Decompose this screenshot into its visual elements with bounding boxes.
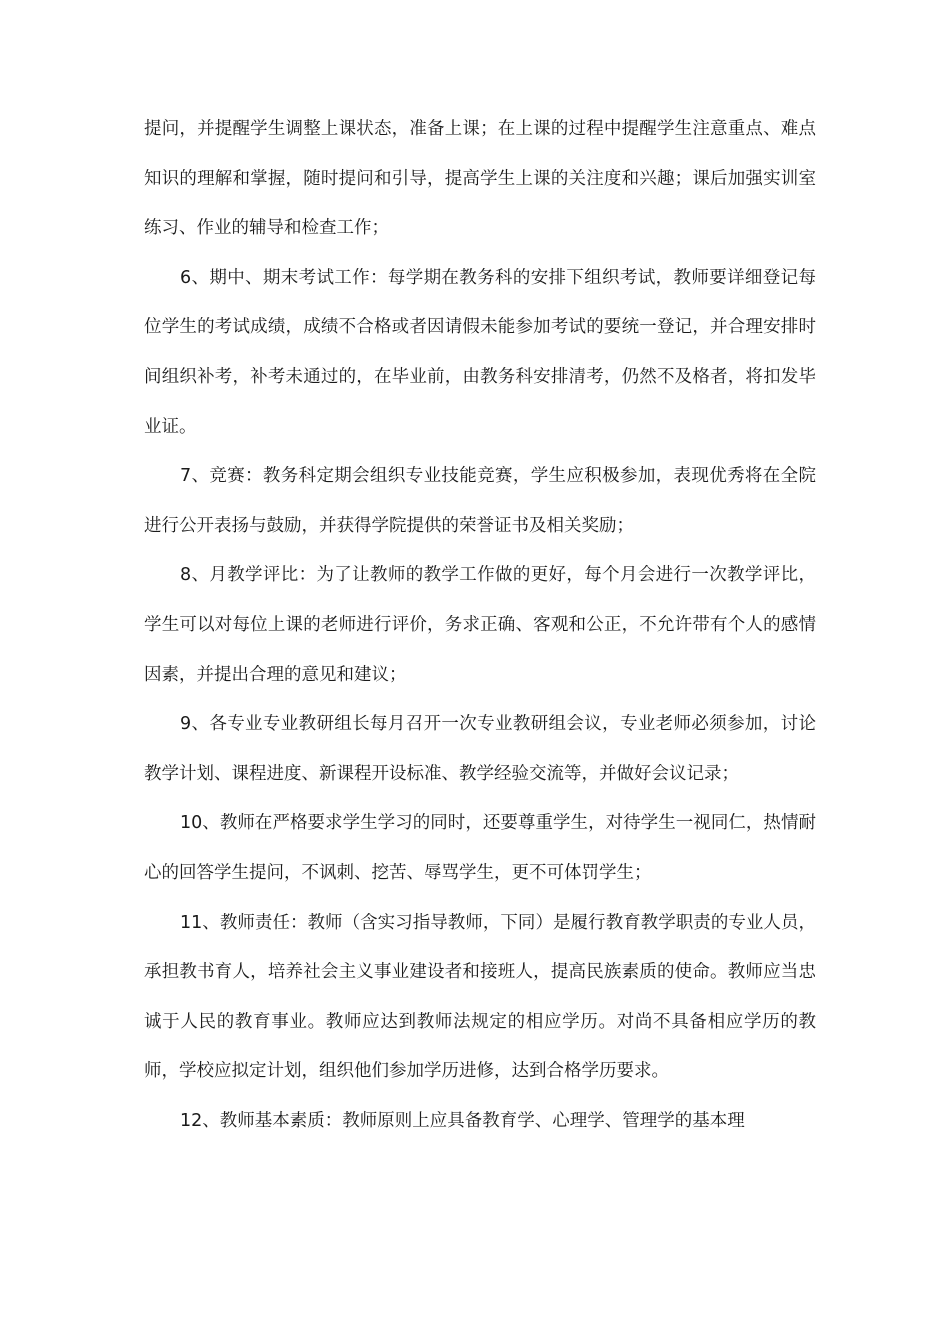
paragraph-item-10: 10、教师在严格要求学生学习的同时，还要尊重学生，对待学生一视同仁，热情耐心的回答学生提问，不讽刺、挖苦、辱骂学生，更不可体罚学生； (144, 813, 816, 883)
paragraph-continuation: 提问，并提醒学生调整上课状态，准备上课；在上课的过程中提醒学生注意重点、难点知识的理解和掌握，随时提问和引导，提高学生上课的关注度和兴趣；课后加强实训室练习、作业的辅导和检查工作； (144, 119, 816, 239)
paragraph-item-11: 11、教师责任：教师（含实习指导教师，下同）是履行教育教学职责的专业人员，承担教书育人，培养社会主义事业建设者和接班人，提高民族素质的使命。教师应当忠诚于人民的教育事业。教师应达到教师法规定的相应学历。对尚不具备相应学历的教师，学校应拟定计划，组织他们参加学历进修，达到合格学历要求。 (144, 912, 816, 1082)
paragraph-item-6: 6、期中、期末考试工作：每学期在教务科的安排下组织考试，教师要详细登记每位学生的考试成绩，成绩不合格或者因请假未能参加考试的要统一登记，并合理安排时间组织补考，补考未通过的，在毕业前，由教务科安排清考，仍然不及格者，将扣发毕业证。 (144, 267, 816, 437)
paragraph-item-12: 12、教师基本素质：教师原则上应具备教育学、心理学、管理学的基本理 (180, 1110, 745, 1131)
paragraph-item-9: 9、各专业专业教研组长每月召开一次专业教研组会议，专业老师必须参加，讨论教学计划、课程进度、新课程开设标准、教学经验交流等，并做好会议记录； (144, 714, 816, 784)
paragraph-item-7: 7、竞赛：教务科定期会组织专业技能竞赛，学生应积极参加，表现优秀将在全院进行公开表扬与鼓励，并获得学院提供的荣誉证书及相关奖励； (144, 466, 816, 536)
paragraph-item-8: 8、月教学评比：为了让教师的教学工作做的更好，每个月会进行一次教学评比，学生可以对每位上课的老师进行评价，务求正确、客观和公正，不允许带有个人的感情因素，并提出合理的意见和建议； (144, 565, 816, 685)
document-body (144, 105, 816, 1146)
